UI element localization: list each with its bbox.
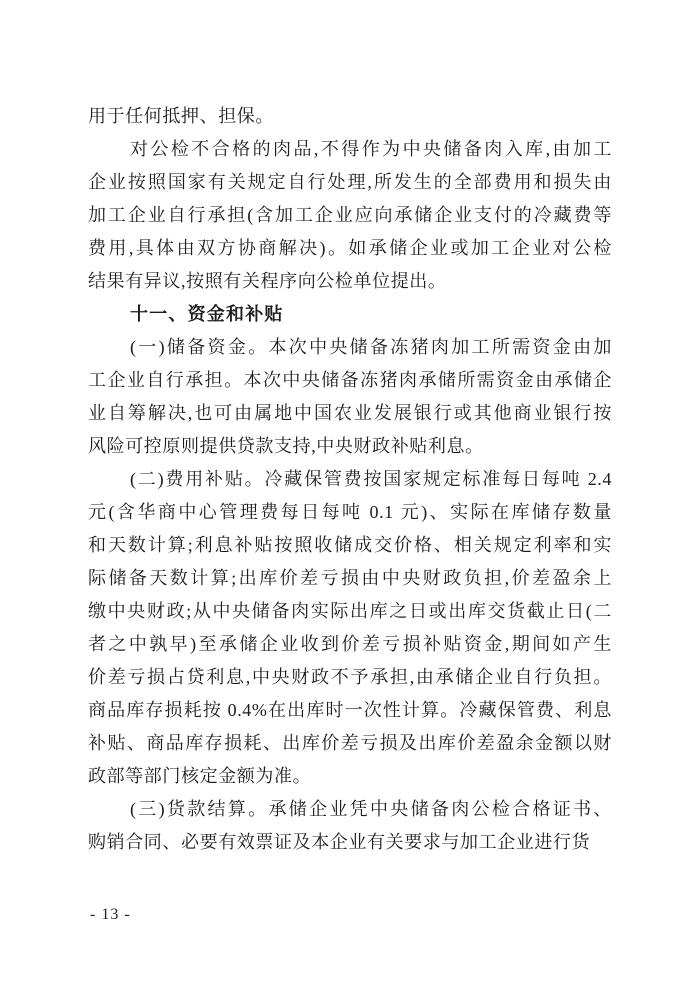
text-line: 业自筹解决,也可由属地中国农业发展银行或其他商业银行按 [88,403,612,423]
text-line: 者之中孰早)至承储企业收到价差亏损补贴资金,期间如产生 [88,634,612,654]
page-number: - 13 - [90,906,131,923]
paragraph [88,133,612,298]
text-line: (三)货款结算。承储企业凭中央储备肉公检合格证书、 [130,799,612,819]
text-line: 加工企业自行承担(含加工企业应向承储企业支付的冷藏费等 [88,205,612,225]
text-line: 价差亏损占贷利息,中央财政不予承担,由承储企业自行负担。 [88,667,612,687]
document-body [88,100,612,859]
text-line: 企业按照国家有关规定自行处理,所发生的全部费用和损失由 [88,172,612,192]
text-line: (一)储备资金。本次中央储备冻猪肉加工所需资金由加 [130,337,612,357]
text-line: 际储备天数计算;出库价差亏损由中央财政负担,价差盈余上 [88,568,612,588]
text-line: 风险可控原则提供贷款支持,中央财政补贴利息。 [88,436,484,456]
paragraph [88,100,612,133]
paragraph [88,463,612,793]
text-line: 购销合同、必要有效票证及本企业有关要求与加工企业进行货 [88,832,591,852]
text-line: 结果有异议,按照有关程序向公检单位提出。 [88,271,447,291]
text-line: 十一、资金和补贴 [130,304,284,324]
text-line: 费用,具体由双方协商解决)。如承储企业或加工企业对公检 [88,238,612,258]
text-line: 对公检不合格的肉品,不得作为中央储备肉入库,由加工 [130,139,612,159]
text-line: 工企业自行承担。本次中央储备冻猪肉承储所需资金由承储企 [88,370,612,390]
text-line: 政部等部门核定金额为准。 [88,766,312,786]
text-line: (二)费用补贴。冷藏保管费按国家规定标准每日每吨 2.4 [130,469,612,489]
section-heading [88,298,612,331]
text-line: 补贴、商品库存损耗、出库价差亏损及出库价差盈余金额以财 [88,733,612,753]
paragraph [88,331,612,463]
text-line: 和天数计算;利息补贴按照收储成交价格、相关规定利率和实 [88,535,612,555]
text-line: 用于任何抵押、担保。 [88,106,274,126]
text-line: 商品库存损耗按 0.4%在出库时一次性计算。冷藏保管费、利息 [88,700,612,720]
paragraph [88,793,612,859]
text-line: 缴中央财政;从中央储备肉实际出库之日或出库交货截止日(二 [88,601,612,621]
text-line: 元(含华商中心管理费每日每吨 0.1 元)、实际在库储存数量 [88,502,612,522]
